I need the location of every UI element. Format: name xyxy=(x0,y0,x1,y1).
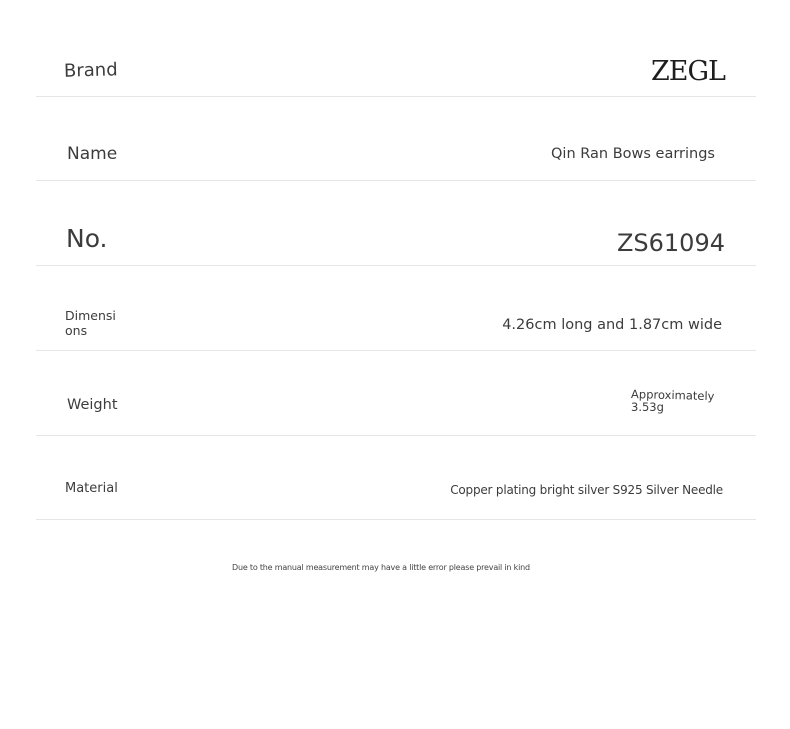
number-label: No. xyxy=(66,224,108,253)
brand-logo: ZEGL xyxy=(651,56,725,87)
material-value: Copper plating bright silver S925 Silver Needle xyxy=(450,483,723,497)
spec-row-material xyxy=(36,436,756,520)
dimensions-value: 4.26cm long and 1.87cm wide xyxy=(502,317,722,333)
weight-label: Weight xyxy=(67,397,118,413)
spec-row-brand xyxy=(36,0,756,97)
spec-row-dimensions xyxy=(36,266,756,351)
dimensions-label-line2: ons xyxy=(65,323,88,338)
number-value: ZS61094 xyxy=(616,229,725,257)
spec-row-name xyxy=(36,97,756,181)
weight-value xyxy=(631,388,714,414)
measurement-disclaimer: Due to the manual measurement may have a little error please prevail in kind xyxy=(232,563,530,572)
name-value: Qin Ran Bows earrings xyxy=(551,146,715,162)
name-label: Name xyxy=(67,144,118,164)
dimensions-label-line1: Dimensi xyxy=(65,308,116,323)
dimensions-label xyxy=(65,308,116,338)
material-label: Material xyxy=(65,481,118,496)
brand-label: Brand xyxy=(63,59,118,82)
weight-value-line1: Approximately xyxy=(630,387,715,404)
weight-value-line2: 3.53g xyxy=(631,400,664,414)
